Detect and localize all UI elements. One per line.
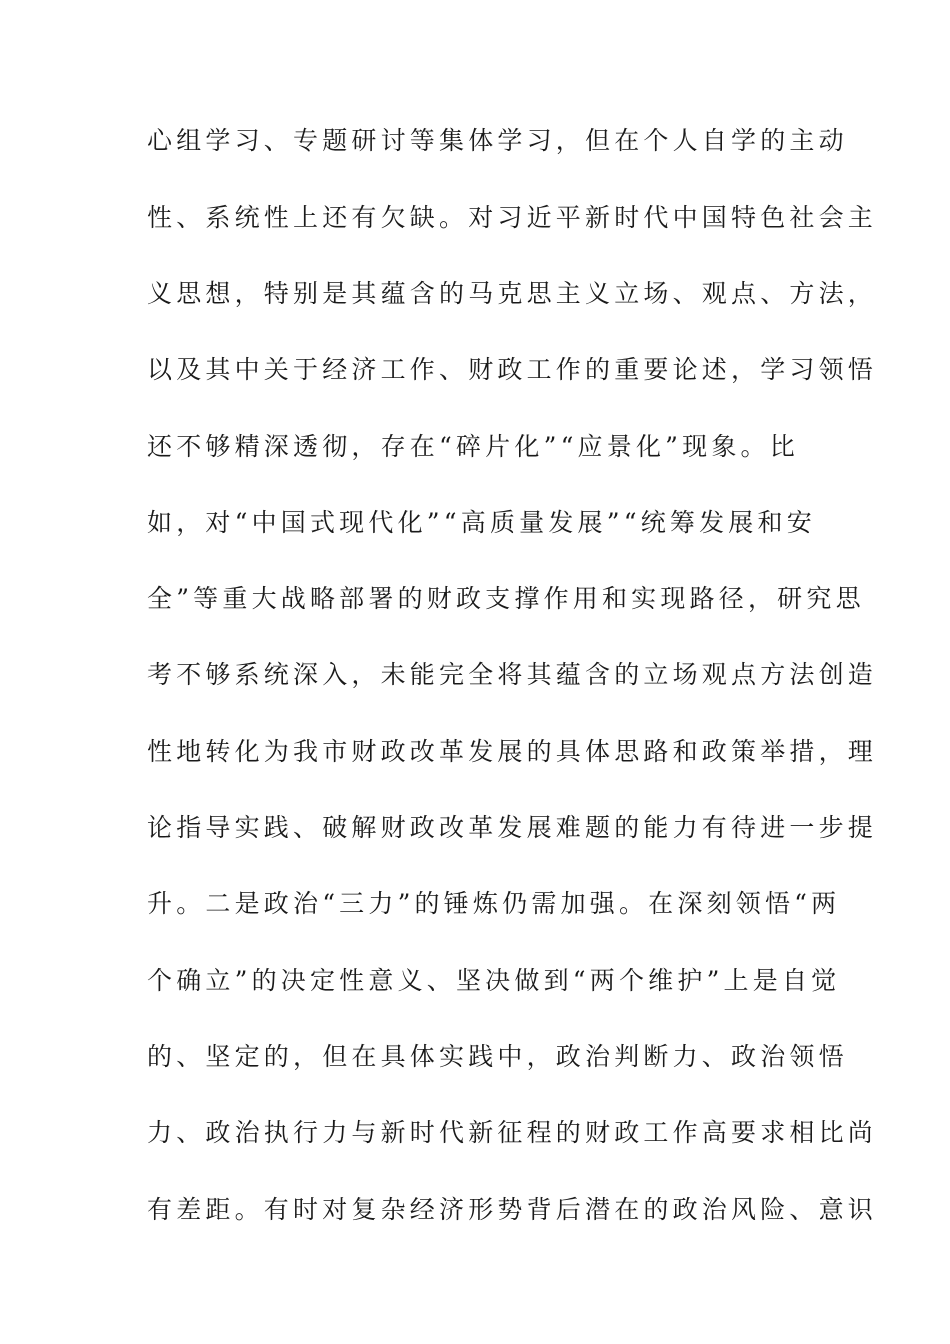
- text-line: 全”等重大战略部署的财政支撑作用和实现路径，研究思: [147, 584, 865, 613]
- text-line: 心组学习、专题研讨等集体学习，但在个人自学的主动: [147, 126, 848, 155]
- text-line: 义思想，特别是其蕴含的马克思主义立场、观点、方法，: [147, 279, 878, 308]
- text-line: 有差距。有时对复杂经济形势背后潜在的政治风险、意识: [147, 1195, 878, 1224]
- text-line: 如，对“中国式现代化”“高质量发展”“统筹发展和安: [147, 508, 816, 537]
- text-line: 还不够精深透彻，存在“碎片化”“应景化”现象。比: [147, 432, 799, 461]
- text-line: 论指导实践、破解财政改革发展难题的能力有待进一步提: [147, 813, 878, 842]
- text-line: 力、政治执行力与新时代新征程的财政工作高要求相比尚: [147, 1118, 878, 1147]
- text-line: 性地转化为我市财政改革发展的具体思路和政策举措，理: [147, 737, 878, 766]
- text-line: 的、坚定的，但在具体实践中，政治判断力、政治领悟: [147, 1042, 848, 1071]
- text-line: 以及其中关于经济工作、财政工作的重要论述，学习领悟: [147, 355, 878, 384]
- text-line: 性、系统性上还有欠缺。对习近平新时代中国特色社会主: [147, 203, 878, 232]
- text-line: 个确立”的决定性意义、坚决做到“两个维护”上是自觉: [147, 966, 841, 995]
- text-line: 升。二是政治“三力”的锤炼仍需加强。在深刻领悟“两: [147, 889, 841, 918]
- text-line: 考不够系统深入，未能完全将其蕴含的立场观点方法创造: [147, 660, 878, 689]
